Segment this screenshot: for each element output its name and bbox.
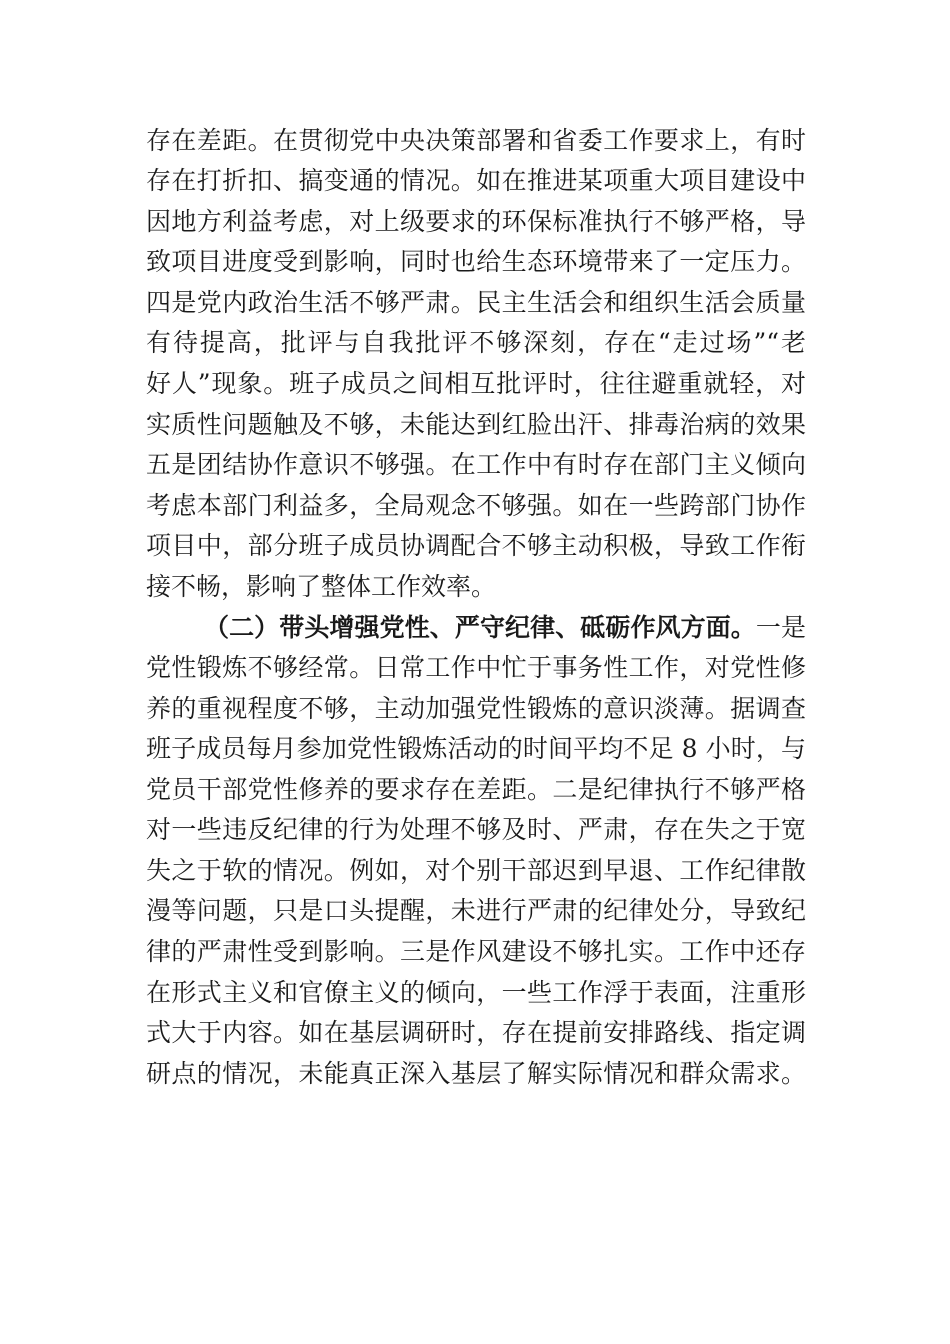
text-line: 好人”现象。班子成员之间相互批评时，往往避重就轻，对 xyxy=(146,369,806,398)
text-line: 党性锻炼不够经常。日常工作中忙于事务性工作，对党性修 xyxy=(146,653,806,682)
section-heading: （二）带头增强党性、严守纪律、砥砺作风方面。 xyxy=(204,613,756,642)
text-line: 考虑本部门利益多，全局观念不够强。如在一些跨部门协作 xyxy=(146,491,806,520)
text-line: 党员干部党性修养的要求存在差距。二是纪律执行不够严格 xyxy=(146,775,806,804)
text-line: 漫等问题，只是口头提醒，未进行严肃的纪律处分，导致纪 xyxy=(146,896,806,925)
text-line: 存在差距。在贯彻党中央决策部署和省委工作要求上，有时 xyxy=(146,126,806,155)
text-line: 因地方利益考虑，对上级要求的环保标准执行不够严格，导 xyxy=(146,207,806,236)
text-line: 养的重视程度不够，主动加强党性锻炼的意识淡薄。据调查 xyxy=(146,694,806,723)
text-line: 实质性问题触及不够，未能达到红脸出汗、排毒治病的效果 xyxy=(146,410,806,439)
text-line: 四是党内政治生活不够严肃。民主生活会和组织生活会质量 xyxy=(146,288,806,317)
text-line: 存在打折扣、搞变通的情况。如在推进某项重大项目建设中 xyxy=(146,166,806,195)
text-line: 式大于内容。如在基层调研时，存在提前安排路线、指定调 xyxy=(146,1018,806,1047)
section-heading-line xyxy=(204,608,806,648)
text-line: 在形式主义和官僚主义的倾向，一些工作浮于表面，注重形 xyxy=(146,978,806,1007)
text-line: 接不畅，影响了整体工作效率。 xyxy=(146,572,497,601)
text-line: 研点的情况，未能真正深入基层了解实际情况和群众需求。 xyxy=(146,1059,806,1088)
text-line: 对一些违反纪律的行为处理不够及时、严肃，存在失之于宽 xyxy=(146,815,806,844)
text-line: 失之于软的情况。例如，对个别干部迟到早退、工作纪律散 xyxy=(146,856,806,885)
text-line: 律的严肃性受到影响。三是作风建设不够扎实。工作中还存 xyxy=(146,937,806,966)
section-heading-continuation: 一是 xyxy=(755,613,806,642)
text-line: 项目中，部分班子成员协调配合不够主动积极，导致工作衔 xyxy=(146,531,806,560)
text-line: 致项目进度受到影响，同时也给生态环境带来了一定压力。 xyxy=(146,247,806,276)
text-line: 有待提高，批评与自我批评不够深刻，存在“走过场”“老 xyxy=(146,328,806,357)
text-line: 五是团结协作意识不够强。在工作中有时存在部门主义倾向 xyxy=(146,450,806,479)
text-line: 班子成员每月参加党性锻炼活动的时间平均不足 8 小时，与 xyxy=(146,734,806,763)
